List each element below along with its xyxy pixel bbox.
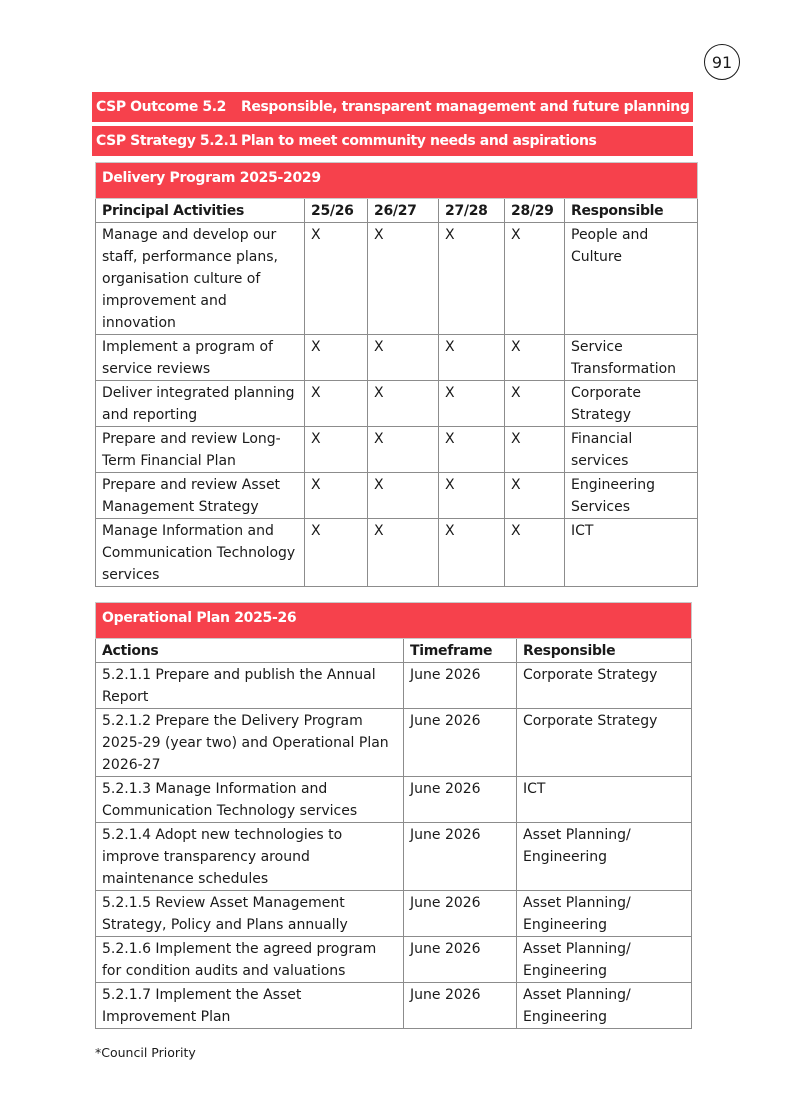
table-cell: X (439, 335, 505, 381)
table-cell: June 2026 (404, 777, 517, 823)
column-header: 28/29 (505, 199, 565, 223)
table-cell: X (439, 427, 505, 473)
delivery-program-title: Delivery Program 2025-2029 (96, 163, 698, 199)
table-cell: Prepare and review Long-Term Financial Plan (96, 427, 305, 473)
csp-strategy-value: Plan to meet community needs and aspirations (241, 133, 597, 149)
table-cell: X (439, 519, 505, 587)
table-cell: X (305, 519, 368, 587)
table-cell: Manage and develop our staff, performance plans, organisation culture of improvement and innovation (96, 223, 305, 335)
table-row (96, 335, 698, 381)
table-cell: X (305, 473, 368, 519)
table-cell: 5.2.1.1 Prepare and publish the Annual Report (96, 663, 404, 709)
delivery-program-table (95, 162, 698, 587)
table-cell: X (505, 427, 565, 473)
table-cell: X (368, 519, 439, 587)
table-cell: June 2026 (404, 937, 517, 983)
csp-strategy-label: CSP Strategy 5.2.1 (96, 133, 238, 149)
page-number: 91 (704, 44, 740, 80)
table-cell: 5.2.1.2 Prepare the Delivery Program 2025-29 (year two) and Operational Plan 2026-27 (96, 709, 404, 777)
table-row (96, 777, 692, 823)
table-cell: Asset Planning/ Engineering (517, 983, 692, 1029)
csp-strategy-bar (92, 126, 693, 156)
table-cell: X (368, 427, 439, 473)
table-cell: X (368, 223, 439, 335)
table-row (96, 427, 698, 473)
table-cell: X (439, 381, 505, 427)
csp-outcome-label: CSP Outcome 5.2 (96, 99, 226, 115)
operational-plan-header-row (96, 639, 692, 663)
table-cell: Service Transformation (565, 335, 698, 381)
table-cell: Corporate Strategy (565, 381, 698, 427)
table-cell: Corporate Strategy (517, 709, 692, 777)
table-cell: June 2026 (404, 709, 517, 777)
table-cell: X (368, 381, 439, 427)
table-cell: Manage Information and Communication Technology services (96, 519, 305, 587)
column-header: 27/28 (439, 199, 505, 223)
table-cell: June 2026 (404, 983, 517, 1029)
operational-plan-body (96, 663, 692, 1029)
table-row (96, 823, 692, 891)
table-cell: X (505, 335, 565, 381)
delivery-program-body (96, 223, 698, 587)
table-cell: X (505, 381, 565, 427)
table-row (96, 381, 698, 427)
table-cell: Financial services (565, 427, 698, 473)
table-row (96, 983, 692, 1029)
table-cell: ICT (517, 777, 692, 823)
table-row (96, 937, 692, 983)
column-header: Responsible (565, 199, 698, 223)
table-cell: X (439, 223, 505, 335)
table-cell: Corporate Strategy (517, 663, 692, 709)
table-cell: X (368, 473, 439, 519)
column-header: Actions (96, 639, 404, 663)
column-header: Responsible (517, 639, 692, 663)
column-header: 26/27 (368, 199, 439, 223)
table-row (96, 519, 698, 587)
table-cell: June 2026 (404, 823, 517, 891)
table-cell: Asset Planning/ Engineering (517, 823, 692, 891)
table-row (96, 663, 692, 709)
footnote: *Council Priority (95, 1045, 196, 1060)
table-cell: June 2026 (404, 663, 517, 709)
column-header: 25/26 (305, 199, 368, 223)
table-cell: Engineering Services (565, 473, 698, 519)
table-row (96, 709, 692, 777)
csp-outcome-value: Responsible, transparent management and future planning (241, 99, 690, 115)
table-cell: Deliver integrated planning and reporting (96, 381, 305, 427)
table-cell: X (305, 223, 368, 335)
operational-plan-title: Operational Plan 2025-26 (96, 603, 692, 639)
table-cell: 5.2.1.4 Adopt new technologies to improve transparency around maintenance schedules (96, 823, 404, 891)
table-cell: Implement a program of service reviews (96, 335, 305, 381)
table-row (96, 473, 698, 519)
table-cell: Asset Planning/ Engineering (517, 937, 692, 983)
table-cell: ICT (565, 519, 698, 587)
table-cell: X (439, 473, 505, 519)
table-cell: 5.2.1.5 Review Asset Management Strategy, Policy and Plans annually (96, 891, 404, 937)
table-cell: Asset Planning/ Engineering (517, 891, 692, 937)
table-cell: People and Culture (565, 223, 698, 335)
table-cell: 5.2.1.6 Implement the agreed program for condition audits and valuations (96, 937, 404, 983)
table-cell: X (305, 335, 368, 381)
column-header: Timeframe (404, 639, 517, 663)
table-cell: Prepare and review Asset Management Strategy (96, 473, 305, 519)
table-cell: X (368, 335, 439, 381)
csp-outcome-bar (92, 92, 693, 122)
table-cell: X (505, 519, 565, 587)
table-row (96, 891, 692, 937)
table-cell: X (505, 223, 565, 335)
table-cell: 5.2.1.3 Manage Information and Communication Technology services (96, 777, 404, 823)
table-cell: X (305, 381, 368, 427)
column-header: Principal Activities (96, 199, 305, 223)
operational-plan-table (95, 602, 692, 1029)
table-cell: X (505, 473, 565, 519)
table-cell: 5.2.1.7 Implement the Asset Improvement Plan (96, 983, 404, 1029)
delivery-program-header-row (96, 199, 698, 223)
table-row (96, 223, 698, 335)
table-cell: X (305, 427, 368, 473)
table-cell: June 2026 (404, 891, 517, 937)
